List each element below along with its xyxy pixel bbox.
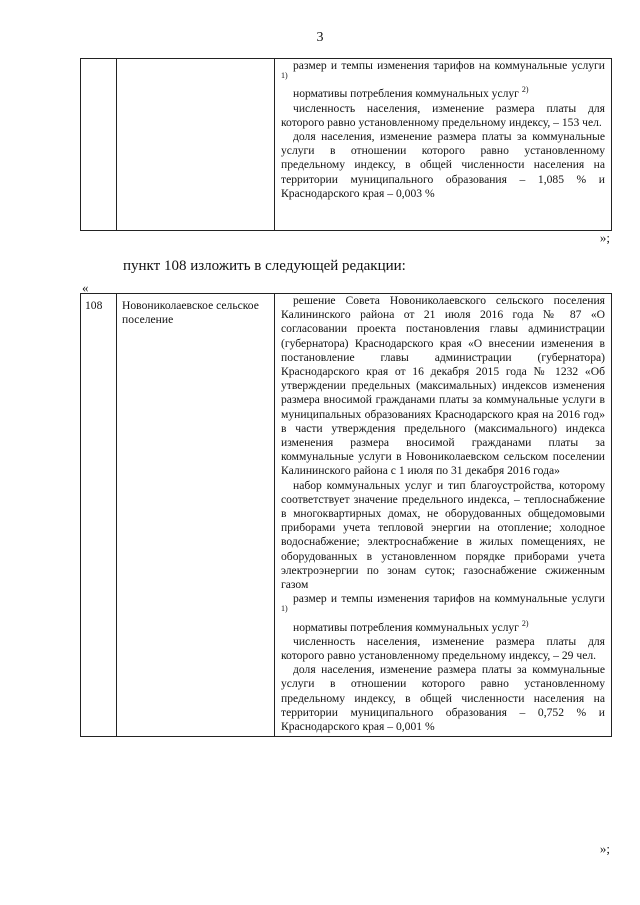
paragraph-decision: решение Совета Новониколаевского сельского поселения Калининского района от 21 июля 2016 года № 87 «О согласовании проекта постановления главы администрации (губернатора) Краснодарского края «О внесении изменения в постановление главы администрации (губернатора) Краснодарского края от 16 декабря 2015 года № 1232 «Об утверждении предельных (максимальных) индексов изменения размера вносимой гражданами платы за коммунальные услуги в муниципальных образованиях Краснодарского края на 2016 год» в части утверждения предельного (максимального) индекса изменения размера вносимой гражданами платы за коммунальные услуги в Новониколаевском сельском поселении Калининского района с 1 июля по 31 декабря 2016 года» [281, 294, 605, 478]
paragraph-population: численность населения, изменение размера платы для которого равно установленному предельному индексу, – 29 чел. [281, 634, 605, 663]
table-row [81, 294, 612, 737]
table-continuation [80, 58, 612, 231]
paragraph-population: численность населения, изменение размера платы для которого равно установленному предельному индексу, – 153 чел. [281, 101, 605, 129]
row-number-cell [81, 59, 117, 231]
details-cell [275, 294, 612, 737]
table-item-108 [80, 293, 612, 737]
opening-quote: « [82, 280, 89, 295]
closing-quote: »; [599, 841, 610, 856]
paragraph-tariffs: размер и темпы изменения тарифов на коммунальные услуги $^{1)}$ [281, 59, 605, 81]
table-row [81, 59, 612, 231]
page-number: 3 [316, 30, 324, 45]
amendment-heading: пункт 108 изложить в следующей редакции: [123, 258, 406, 274]
closing-quote: »; [599, 230, 610, 245]
settlement-name-cell [117, 59, 275, 231]
paragraph-norms: нормативы потребления коммунальных услуг $^{2)}$ [293, 85, 529, 101]
row-number-cell: 108 [81, 294, 117, 737]
paragraph-tariffs: размер и темпы изменения тарифов на коммунальные услуги $^{1)}$ [281, 592, 605, 614]
paragraph-share: доля населения, изменение размера платы за коммунальные услуги в отношении которого равно установленному предельному индексу, в общей численности населения на территории муниципального образования – 0,752 % и Краснодарского края – 0,001 % [281, 663, 605, 734]
paragraph-share: доля населения, изменение размера платы за коммунальные услуги в отношении которого равно установленному предельному индексу, в общей численности населения на территории муниципального образования – 1,085 % и Краснодарского края – 0,003 % [281, 130, 605, 200]
settlement-name-cell: Новониколаевское сельское поселение [117, 294, 275, 737]
paragraph-services-set: набор коммунальных услуг и тип благоустройства, которому соответствует значение предельного индекса, – теплоснабжение в многоквартирных домах, не оборудованных общедомовыми приборами учета тепловой энергии на отопление; холодное водоснабжение; электроснабжение в жилых помещениях, не оборудованных в установленном порядке приборами учета электроэнергии по зонам суток; газоснабжение сжиженным газом [281, 478, 605, 592]
details-cell [275, 59, 612, 231]
paragraph-norms: нормативы потребления коммунальных услуг $^{2)}$ [293, 618, 529, 634]
